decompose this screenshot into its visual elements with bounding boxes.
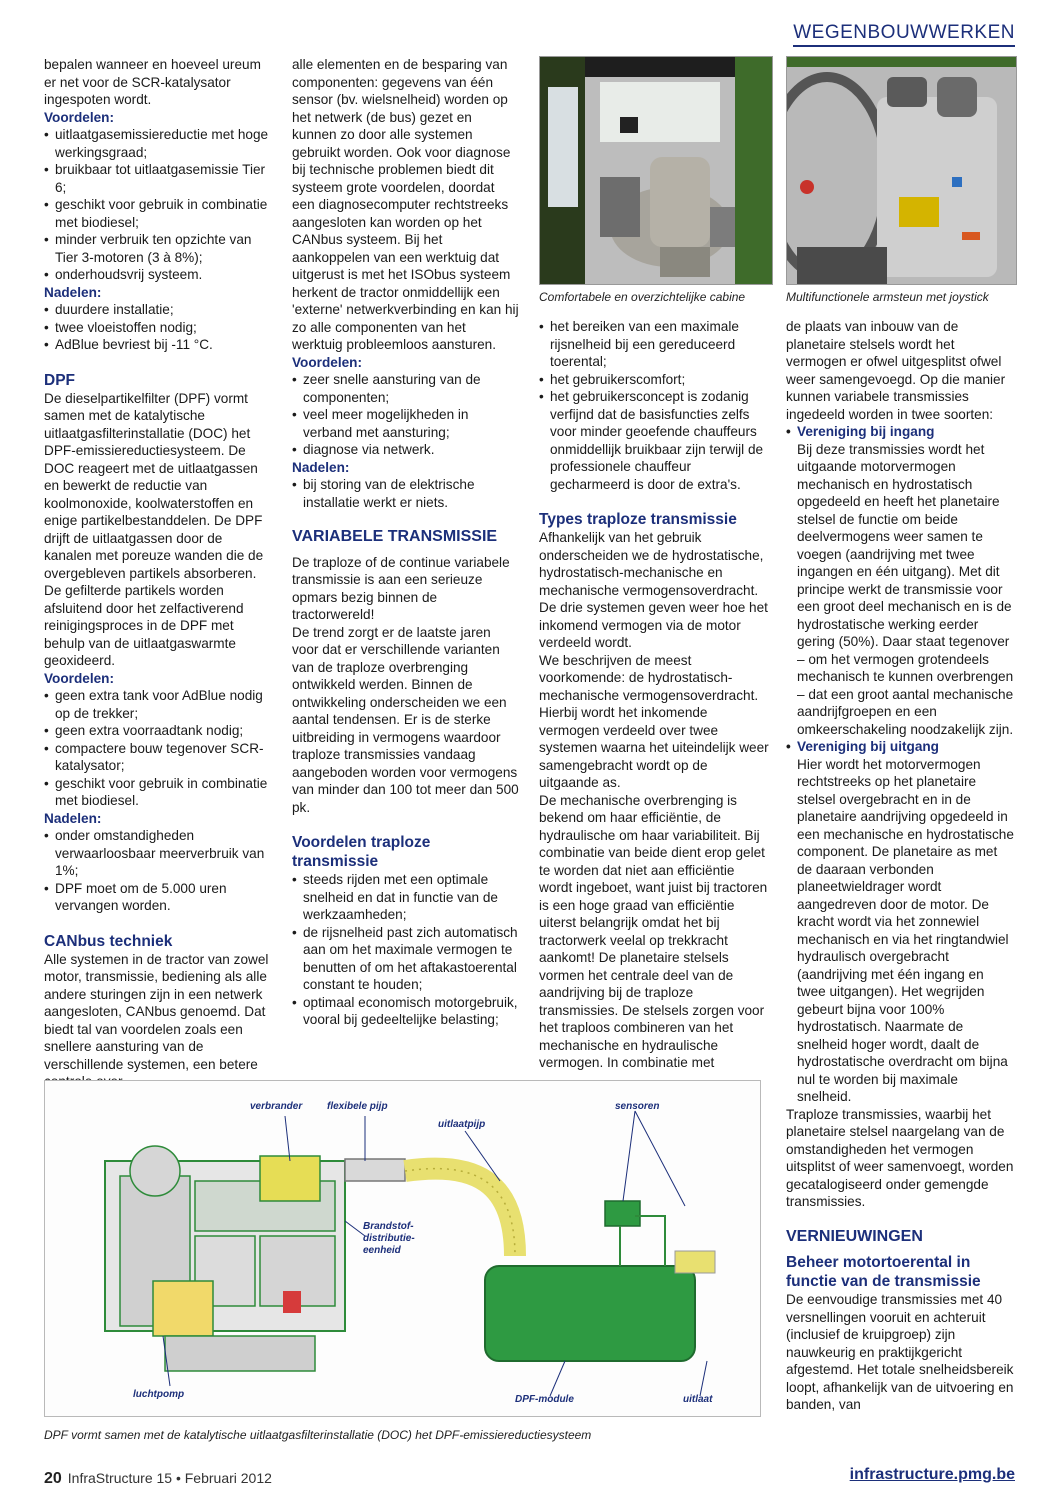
list-item: • veel meer mogelijkheden in verband met aansturing; [292, 406, 520, 441]
column-3 [539, 318, 769, 1072]
variabele-transmissie-heading: VARIABELE TRANSMISSIE [292, 528, 498, 545]
engine-drawing [105, 1146, 345, 1371]
list-item: • het gebruikersconcept is zodanig verfijnd dat de basisfuncties zelfs voor minder geoefende chauffeurs onmiddellijk bruikbaar zijn terwijl de professionele chauffeur gecharmeerd is door de extra's. [539, 388, 769, 493]
dpf-paragraph: De dieselpartikelfilter (DPF) vormt samen met de katalytische uitlaatgasfilterinstallatie (DOC) het DPF-emissiereductiesysteem. De DOC reageert met de uitlaatgassen en bewerkt de reductie van koolmonoxide, koolwaterstoffen en enige partikelbestanddelen. De DPF drijft de uitlaatgassen door de kanalen met poreuze wanden die de overgebleven partikels absorberen. De gefilterde partikels worden afsluitend door het zelfactiverend reinigingsproces in de DPF met behulp van de uitlaatgaswarmte geoxideerd. [44, 390, 264, 668]
list-item [786, 738, 1015, 1106]
list-item: • bruikbaar tot uitlaatgasemissie Tier 6; [44, 161, 272, 196]
dpf-nadelen-list [44, 827, 272, 915]
column-1 [44, 56, 272, 1091]
types-paragraph-1: Afhankelijk van het gebruik onderscheiden we de hydrostatische, hydrostatisch-mechanische en mechanische vermogensoverdracht. De drie systemen geven weer hoe het inkomend vermogen via de motor verdeeld wordt. [539, 530, 768, 650]
vt-paragraph-1: De traploze of de continue variabele transmissie is aan een serieuze opmars bezig binnen de tractorwereld! [292, 554, 510, 622]
vernieuwingen-heading: VERNIEUWINGEN [786, 1227, 923, 1245]
armrest-photo-image [787, 57, 1016, 284]
canbus-voordelen-label: Voordelen: [292, 354, 362, 370]
footer-left [44, 1470, 272, 1488]
list-item: • geschikt voor gebruik in combinatie met biodiesel; [44, 196, 272, 231]
dpf-heading: DPF [44, 371, 75, 389]
voordelen-traploze-list [292, 871, 520, 1029]
label-brandstof-distributie: Brandstof-distributie-eenheid [363, 1221, 415, 1256]
list-item: • compactere bouw tegenover SCR-katalysator; [44, 740, 272, 775]
col1-intro: bepalen wanneer en hoeveel ureum er net voor de SCR-katalysator ingespoten wordt. [44, 57, 261, 107]
scr-nadelen-label: Nadelen: [44, 284, 102, 300]
dpf-diagram [44, 1080, 761, 1417]
list-item: • steeds rijden met een optimale snelheid en dat in functie van de werkzaamheden; [292, 871, 520, 924]
cabin-caption: Comfortabele en overzichtelijke cabine [539, 290, 746, 304]
list-item: • duurdere installatie; [44, 301, 272, 319]
label-uitlaatpijp: uitlaatpijp [438, 1119, 486, 1130]
scr-nadelen-list [44, 301, 272, 354]
list-item: • diagnose via netwerk. [292, 441, 520, 459]
voordelen-traploze-heading: Voordelen traploze transmissie [292, 834, 431, 870]
types-paragraph-3: De mechanische overbrenging is bekend om haar efficiëntie, de hydraulische om haar variabiliteit. Bij combinatie van beide dient erop gelet te worden dat niet aan efficiëntie wordt ingeboet, want juist bij tractoren is een hoge graad van efficiëntie uiterst belangrijk omdat het bij tractorwerk veelal op trekkracht aankomt! De planetaire stelsels vormen het centrale deel van de aandrijving bij de traploze transmissies. De stelsels zorgen voor het traploos combineren van het mechanische en hydraulische vermogen. In combinatie met [539, 792, 768, 1070]
list-item: • uitlaatgasemissiereductie met hoge werkingsgraad; [44, 126, 272, 161]
list-item: • AdBlue bevriest bij -11 °C. [44, 336, 272, 354]
label-dpf-module: DPF-module [515, 1394, 574, 1405]
label-sensoren: sensoren [615, 1101, 660, 1112]
list-item [786, 423, 1015, 738]
footer-url-link[interactable]: infrastructure.pmg.be [849, 1466, 1015, 1483]
column-4 [786, 318, 1015, 1414]
column-2 [292, 56, 520, 1029]
dpf-voordelen-list [44, 687, 272, 810]
types-paragraph-2: We beschrijven de meest voorkomende: de hydrostatisch-mechanische vermogensoverdracht. Hierbij wordt het inkomende vermogen verdeeld over twee systemen waarna het uiteindelijk weer samengebracht wordt op de uitgaande as. [539, 652, 769, 790]
cabin-photo [539, 56, 773, 285]
canbus-nadelen-list [292, 476, 520, 511]
dpf-nadelen-label: Nadelen: [44, 810, 102, 826]
diagram-caption: DPF vormt samen met de katalytische uitlaatgasfilterinstallatie (DOC) het DPF-emissiereductiesysteem [44, 1428, 592, 1442]
list-item: • bij storing van de elektrische installatie werkt er niets. [292, 476, 520, 511]
beheer-paragraph: De eenvoudige transmissies met 40 versnellingen vooruit en achteruit (inclusief de kruipgroep) zijn nauwkeurig en praktijkgericht afgestemd. Het totale snelheidsbereik loopt, afhankelijk van de uitvoering en banden, van [786, 1292, 1014, 1412]
vereniging-ingang-title: Vereniging bij ingang [797, 424, 935, 439]
cabin-photo-image [540, 57, 772, 284]
list-item: • optimaal economisch motorgebruik, vooral bij gedeeltelijke belasting; [292, 994, 520, 1029]
scr-voordelen-list [44, 126, 272, 284]
col4-paragraph-2: Traploze transmissies, waarbij het planetaire stelsel naargelang van de omstandigheden het vermogen uitsplitst of weer samenvoegt, worden gecatalogiseerd onder gemengde transmissies. [786, 1106, 1014, 1209]
types-traploze-heading: Types traploze transmissie [539, 511, 737, 528]
armrest-photo [786, 56, 1017, 285]
list-item: • het gebruikerscomfort; [539, 371, 769, 389]
canbus-voordelen-list [292, 371, 520, 459]
beheer-heading: Beheer motortoerental in functie van de transmissie [786, 1254, 981, 1290]
label-uitlaat: uitlaat [683, 1394, 713, 1405]
col2-paragraph: alle elementen en de besparing van componenten: gegevens van één sensor (bv. wielsnelheid) worden op het netwerk (de bus) gezet en kunnen zo door alle systemen gebruikt worden. Ook voor diagnose bij technische problemen biedt dit systeem grote voordelen, doordat een diagnosecomputer rechtstreeks aangesloten kan worden op het CANbus systeem. Bij het aankoppelen van een werktuig dat uitgerust is met het ISObus systeem herkent de tractor onmiddellijk een 'externe' netwerkverbinding en kan hij zo alle componenten van het werktuig probleemloos aansturen. [292, 57, 519, 352]
list-item: • geen extra voorraadtank nodig; [44, 722, 272, 740]
armrest-caption: Multifunctionele armsteun met joystick [786, 290, 989, 304]
list-item: • twee vloeistoffen nodig; [44, 319, 272, 337]
scr-voordelen-label: Voordelen: [44, 109, 114, 125]
col4-paragraph-1: de plaats van inbouw van de planetaire stelsels wordt het vermogen er ofwel uitgesplitst ofwel weer samengevoegd. Op die manier kunnen variabele transmissies ingedeeld worden in twee soorten: [786, 319, 1006, 422]
canbus-heading: CANbus techniek [44, 932, 173, 950]
vereniging-ingang-text: Bij deze transmissies wordt het uitgaande motorvermogen mechanisch en hydrostatisch opgedeeld en heeft het planetaire stelsel de functie om beide deelvermogens weer samen te voegen (aandrijving met twee ingangen en één uitgang). Met dit principe werkt de transmissie voor een groot deel mechanisch en is de hydrostatische werking eerder gering (50%). Daar staat tegenover – om het vermogen grotendeels mechanisch te kunnen overbrengen – dat een groot aantal mechanische aandrijfgroepen en een omkeerschakeling noodzakelijk zijn. [797, 441, 1014, 737]
label-flexibele-pijp: flexibele pijp [327, 1101, 388, 1112]
section-tag: WEGENBOUWWERKEN [793, 22, 1015, 47]
list-item: • minder verbruik ten opzichte van Tier 3-motoren (3 à 8%); [44, 231, 272, 266]
list-item: • de rijsnelheid past zich automatisch aan om het maximale vermogen te benutten of om het aftakastoerental constant te houden; [292, 924, 520, 994]
list-item: • zeer snelle aansturing van de componenten; [292, 371, 520, 406]
vt-paragraph-2: De trend zorgt er de laatste jaren voor dat er verschillende varianten van de traploze overbrenging ontwikkeld werden. Binnen de ontwikkeling onderscheiden we een aantal tendensen. Er is de sterke uitbreiding in vermogens waardoor traploze transmissies vandaag aangeboden worden voor vermogens van minder dan 100 tot meer dan 500 pk. [292, 624, 519, 815]
list-item: • geen extra tank voor AdBlue nodig op de trekker; [44, 687, 272, 722]
label-verbrander: verbrander [250, 1101, 303, 1112]
list-item: • het bereiken van een maximale rijsnelheid bij een gereduceerd toerental; [539, 318, 769, 371]
canbus-nadelen-label: Nadelen: [292, 459, 350, 475]
publication-name: InfraStructure 15 • Februari 2012 [67, 1470, 272, 1486]
list-item: • geschikt voor gebruik in combinatie met biodiesel. [44, 775, 272, 810]
page-number: 20 [44, 1470, 62, 1487]
canbus-paragraph: Alle systemen in de tractor van zowel motor, transmissie, bediening als alle andere sturingen zijn in een netwerk aangesloten, CANbus genoemd. Dat biedt tal van voordelen zoals een snellere aansturing van de verschillende systemen, een betere [44, 951, 269, 1072]
label-luchtpomp: luchtpomp [133, 1389, 185, 1400]
vereniging-uitgang-text: Hier wordt het motorvermogen rechtstreeks op het planetaire stelsel overgebracht en in de planetaire aandrijving opgedeeld in een mechanische en hydrostatische component. De planetaire as met de daaraan verbonden planeetwieldrager wordt aangedreven door de motor. De kracht wordt via het zonnewiel mechanisch en via het ringtandwiel hydraulisch overgebracht (aandrijving met één ingang en twee uitgangen). Het wegrijden gebeurt bijna voor 100% hydrostatisch. Naarmate de snelheid hoger wordt, daalt de hydrostatische overdracht om bijna nul te worden bij maximale snelheid. [797, 756, 1014, 1104]
list-item: • DPF moet om de 5.000 uren vervangen worden. [44, 880, 272, 915]
dpf-voordelen-label: Voordelen: [44, 670, 114, 686]
vereniging-uitgang-title: Vereniging bij uitgang [797, 739, 939, 754]
vereniging-list [786, 423, 1015, 1106]
list-item: • onder omstandigheden verwaarloosbaar meerverbruik van 1%; [44, 827, 272, 880]
voordelen-vervolg-list [539, 318, 769, 493]
list-item: • onderhoudsvrij systeem. [44, 266, 272, 284]
